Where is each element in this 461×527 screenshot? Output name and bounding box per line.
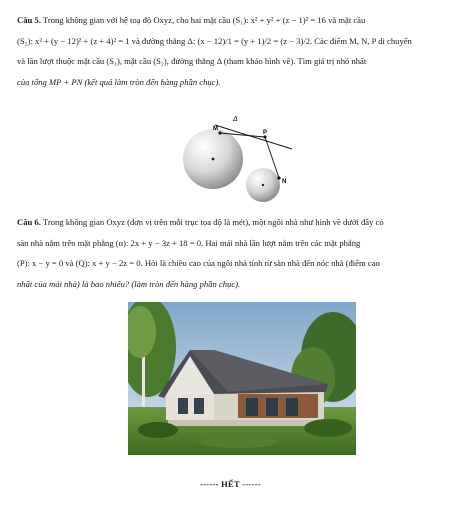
- q6-line-1: Câu 6. Trong không gian Oxyz (đơn vị trên mỗi trục tọa độ là mét), một ngôi nhà như hình vẽ dưới đây có: [17, 217, 384, 227]
- q5-line-4: của tổng MP + PN (kết quả làm tròn đến hàng phần chục).: [17, 76, 221, 87]
- sphere-s1-center: [212, 158, 215, 161]
- sphere-s2-center: [262, 184, 264, 186]
- q5-line-2: (S₂): x² + (y − 12)² + (z + 4)² = 1 và đường thẳng Δ: (x − 12)/1 = (y + 1)/2 = (z − 3)/2. Các điểm M, N, P di chuyển: [17, 35, 412, 46]
- point-m: [218, 131, 221, 134]
- end-marker: ------ HẾT ------: [199, 479, 262, 489]
- house-photo: [128, 302, 356, 455]
- label-n: N: [282, 179, 287, 185]
- spheres-figure: [175, 113, 300, 213]
- question-5: [17, 10, 445, 92]
- q6-line-2: sàn nhà nằm trên mặt phẳng (α): 2x + y − 3z + 18 = 0. Hai mái nhà lần lượt nằm trên các mặt phẳng: [17, 237, 361, 248]
- q6-line-4: nhất của mái nhà) là bao nhiêu? (làm tròn đến hàng phần chục).: [17, 278, 241, 289]
- label-delta: Δ: [233, 116, 238, 123]
- q5-line-3: và lần lượt thuộc mặt cầu (S₁), mặt cầu (S₂), đường thẳng Δ (tham khảo hình vẽ). Tìm giá trị nhỏ nhất: [17, 56, 367, 66]
- q5-line-1: Câu 5. Trong không gian với hệ toạ độ Oxyz, cho hai mặt cầu (S₁): x² + y² + (z − 1)² = 16 và mặt cầu: [17, 15, 366, 25]
- question-6: [17, 212, 445, 294]
- point-n: [277, 176, 280, 179]
- q6-line-3: (P): x − y = 0 và (Q): x + y − 2z = 0. Hỏi là chiều cao của ngôi nhà tính từ sàn nhà đến nóc nhà (điểm cao: [17, 258, 380, 268]
- label-m: M: [213, 126, 218, 132]
- label-p: P: [263, 130, 268, 136]
